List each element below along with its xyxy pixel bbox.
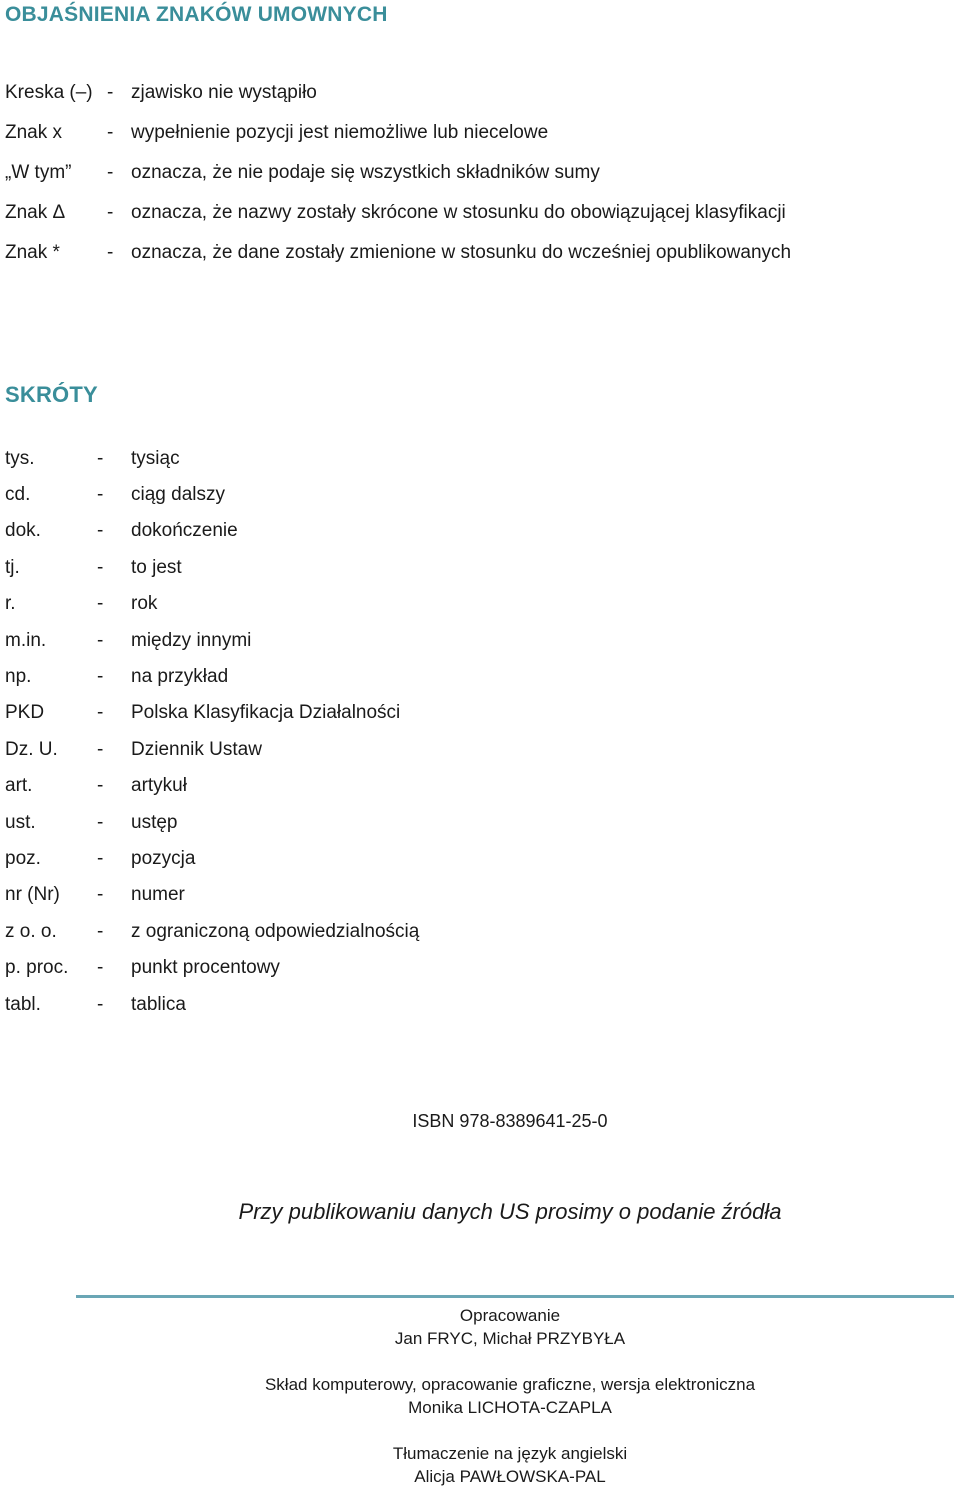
- isbn-number: ISBN 978-8389641-25-0: [412, 1111, 608, 1131]
- prepared-names: Jan FRYC, Michał PRZYBYŁA: [394, 1329, 626, 1348]
- abbreviation-description: między innymi: [131, 630, 252, 651]
- abbreviation-term: tj.: [5, 557, 20, 578]
- abbreviation-description: punkt procentowy: [131, 957, 280, 978]
- symbol-term: Kreska (–): [5, 82, 93, 103]
- source-citation-notice: Przy publikowaniu danych US prosimy o podanie źródła: [238, 1199, 782, 1224]
- abbreviation-description: na przykład: [131, 666, 229, 687]
- section-divider: [76, 1295, 954, 1298]
- abbreviation-dash: -: [97, 702, 104, 723]
- abbreviation-term: ust.: [5, 812, 36, 833]
- abbreviation-term: z o. o.: [5, 921, 57, 942]
- abbreviation-term: m.in.: [5, 630, 47, 651]
- abbreviation-dash: -: [97, 666, 104, 687]
- abbreviation-term: poz.: [5, 848, 41, 869]
- symbol-description: zjawisko nie wystąpiło: [131, 82, 317, 103]
- symbol-term: Znak Δ: [5, 202, 66, 223]
- abbreviation-dash: -: [97, 884, 104, 905]
- symbol-description: oznacza, że nazwy zostały skrócone w stosunku do obowiązującej klasyfikacji: [131, 202, 786, 223]
- abbreviation-term: np.: [5, 666, 32, 687]
- abbreviation-dash: -: [97, 812, 104, 833]
- abbreviation-term: Dz. U.: [5, 739, 58, 760]
- abbreviation-term: PKD: [5, 702, 45, 723]
- abbreviation-description: dokończenie: [131, 520, 238, 541]
- abbreviation-term: cd.: [5, 484, 31, 505]
- symbol-dash: -: [107, 82, 114, 103]
- abbreviation-description: to jest: [131, 557, 182, 578]
- abbreviation-description: numer: [131, 884, 185, 905]
- typesetting-name: Monika LICHOTA-CZAPLA: [408, 1398, 612, 1417]
- prepared-label: Opracowanie: [459, 1306, 561, 1325]
- abbreviation-dash: -: [97, 520, 104, 541]
- abbreviation-description: ustęp: [131, 812, 178, 833]
- abbreviation-description: Polska Klasyfikacja Działalności: [131, 702, 401, 723]
- symbol-dash: -: [107, 202, 114, 223]
- abbreviation-description: rok: [131, 593, 158, 614]
- abbreviations-heading: SKRÓTY: [5, 382, 98, 407]
- typesetting-label: Skład komputerowy, opracowanie graficzne, wersja elektroniczna: [264, 1375, 756, 1394]
- abbreviation-term: nr (Nr): [5, 884, 60, 905]
- abbreviation-dash: -: [97, 957, 104, 978]
- abbreviation-dash: -: [97, 448, 104, 469]
- abbreviation-dash: -: [97, 630, 104, 651]
- translation-name: Alicja PAWŁOWSKA-PAL: [414, 1467, 606, 1486]
- abbreviation-dash: -: [97, 557, 104, 578]
- abbreviation-dash: -: [97, 848, 104, 869]
- abbreviation-description: tysiąc: [131, 448, 180, 469]
- abbreviation-term: art.: [5, 775, 33, 796]
- abbreviation-description: Dziennik Ustaw: [131, 739, 262, 760]
- symbol-term: Znak *: [5, 242, 60, 263]
- abbreviation-description: tablica: [131, 994, 186, 1015]
- abbreviation-term: dok.: [5, 520, 41, 541]
- symbol-dash: -: [107, 242, 114, 263]
- translation-label: Tłumaczenie na język angielski: [392, 1444, 628, 1463]
- abbreviation-dash: -: [97, 775, 104, 796]
- abbreviation-dash: -: [97, 593, 104, 614]
- abbreviation-description: ciąg dalszy: [131, 484, 225, 505]
- abbreviation-dash: -: [97, 484, 104, 505]
- abbreviation-term: tabl.: [5, 994, 41, 1015]
- abbreviation-description: artykuł: [131, 775, 187, 796]
- symbol-dash: -: [107, 162, 114, 183]
- symbols-heading: OBJAŚNIENIA ZNAKÓW UMOWNYCH: [5, 3, 388, 26]
- abbreviation-dash: -: [97, 994, 104, 1015]
- symbol-term: Znak x: [5, 122, 63, 143]
- symbol-term: „W tym”: [5, 162, 72, 183]
- abbreviation-dash: -: [97, 921, 104, 942]
- abbreviation-description: z ograniczoną odpowiedzialnością: [131, 921, 420, 942]
- abbreviation-description: pozycja: [131, 848, 196, 869]
- abbreviation-term: tys.: [5, 448, 35, 469]
- abbreviation-term: p. proc.: [5, 957, 69, 978]
- symbol-description: wypełnienie pozycji jest niemożliwe lub niecelowe: [131, 122, 549, 143]
- abbreviation-term: r.: [5, 593, 16, 614]
- symbol-description: oznacza, że dane zostały zmienione w stosunku do wcześniej opublikowanych: [131, 242, 792, 263]
- symbol-description: oznacza, że nie podaje się wszystkich składników sumy: [131, 162, 600, 183]
- abbreviation-dash: -: [97, 739, 104, 760]
- symbol-dash: -: [107, 122, 114, 143]
